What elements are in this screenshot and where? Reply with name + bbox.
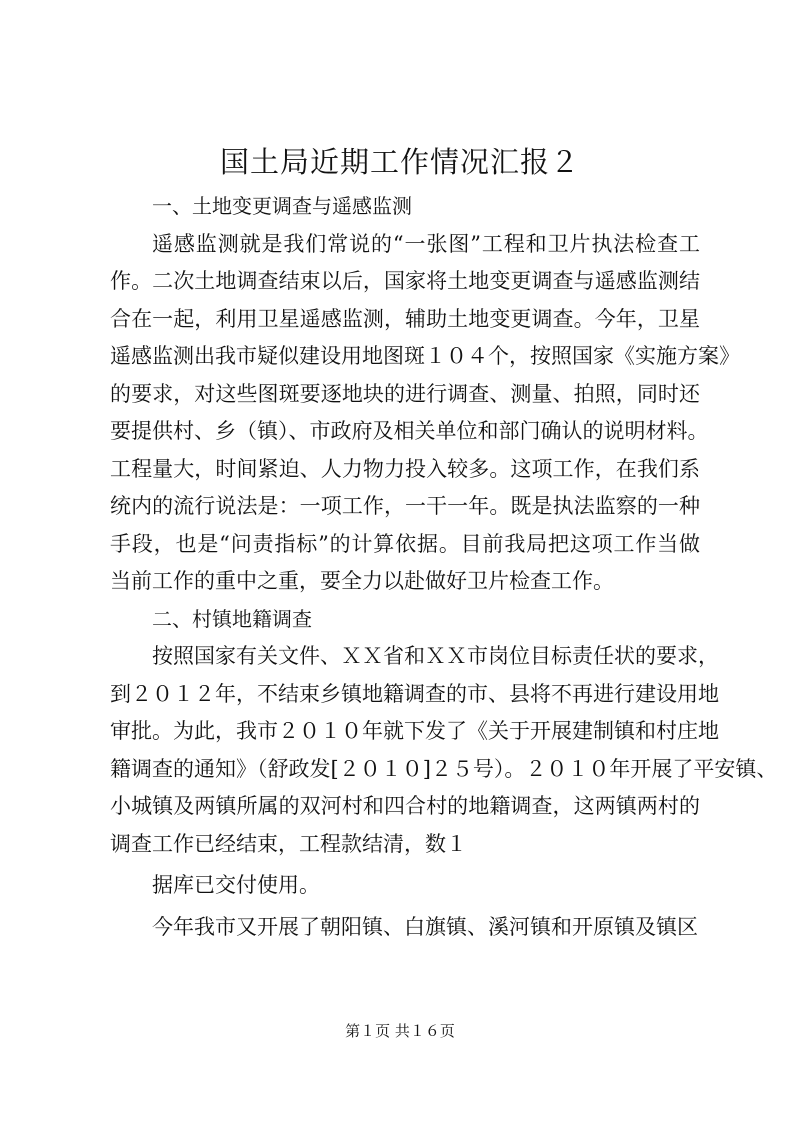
- document-body: [110, 188, 778, 946]
- paragraph-line: 遥感监测出我市疑似建设用地图斑１０４个，按照国家《实施方案》: [110, 344, 740, 368]
- paragraph-line: 遥感监测就是我们常说的“一张图”工程和卫片执法检查工: [152, 231, 700, 256]
- paragraph-line: 小城镇及两镇所属的双河村和四合村的地籍调查，这两镇两村的: [110, 794, 700, 818]
- page-footer: 第１页 共１６页: [345, 1022, 455, 1040]
- paragraph-line: 审批。为此，我市２０１０年就下发了《关于开展建制镇和村庄地: [110, 719, 719, 743]
- document-title: 国土局近期工作情况汇报２: [219, 145, 580, 179]
- paragraph-line: 工程量大，时间紧迫、人力物力投入较多。这项工作，在我们系: [110, 456, 700, 481]
- section-heading: 二、村镇地籍调查: [152, 606, 312, 631]
- paragraph-line: 统内的流行说法是：一项工作，一干一年。既是执法监察的一种: [110, 494, 700, 518]
- paragraph-line: 按照国家有关文件、ＸＸ省和ＸＸ市岗位目标责任状的要求，: [152, 644, 719, 668]
- paragraph-line: 调查工作已经结束，工程款结清，数１: [110, 831, 467, 856]
- paragraph-line: 要提供村、乡（镇）、市政府及相关单位和部门确认的说明材料。: [110, 419, 709, 443]
- paragraph-line: 手段，也是“问责指标”的计算依据。目前我局把这项工作当做: [110, 531, 700, 556]
- paragraph-line: 当前工作的重中之重，要全力以赴做好卫片检查工作。: [110, 569, 614, 593]
- paragraph-line: 今年我市又开展了朝阳镇、白旗镇、溪河镇和开原镇及镇区: [152, 914, 698, 939]
- paragraph-line: 到２０１２年，不结束乡镇地籍调查的市、县将不再进行建设用地: [110, 681, 719, 706]
- section-heading: 一、土地变更调查与遥感监测: [152, 194, 412, 218]
- paragraph-line: 据库已交付使用。: [152, 873, 320, 897]
- paragraph-line: 作。二次土地调查结束以后，国家将土地变更调查与遥感监测结: [110, 269, 700, 293]
- paragraph-line: 合在一起，利用卫星遥感监测，辅助土地变更调查。今年，卫星: [110, 306, 700, 331]
- paragraph-line: 籍调查的通知》（舒政发[２０１０]２５号）。２０１０年开展了平安镇、: [110, 756, 778, 781]
- paragraph-line: 的要求，对这些图斑要逐地块的进行调查、测量、拍照，同时还: [110, 381, 700, 406]
